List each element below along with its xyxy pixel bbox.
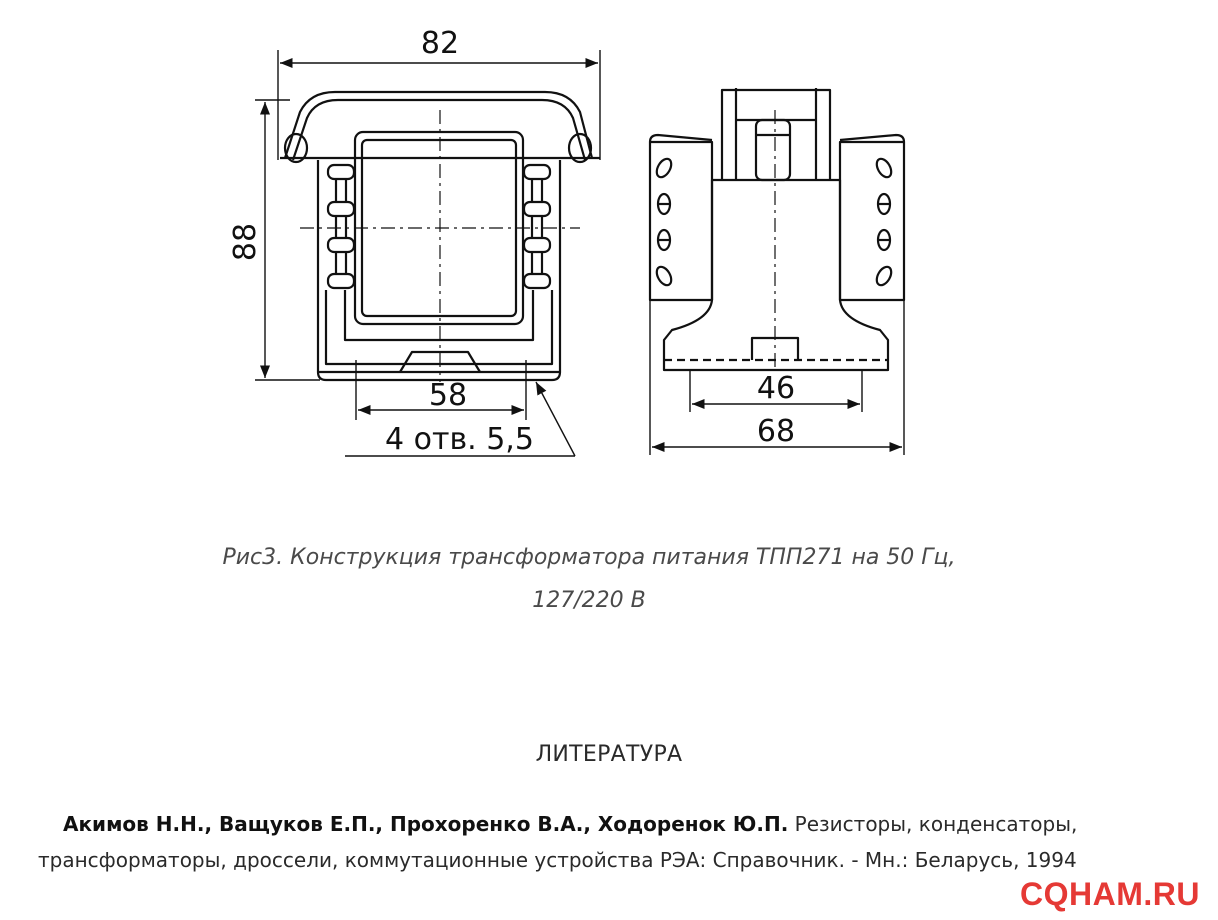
left-terminals xyxy=(328,165,354,288)
dim-mount-spacing-side: 46 xyxy=(756,371,796,406)
dim-holes: 4 отв. 5,5 xyxy=(385,422,534,457)
reference-title-part1: Резисторы, конденсаторы, xyxy=(794,812,1078,836)
right-terminals xyxy=(524,165,550,288)
literature-reference xyxy=(38,806,1188,878)
side-right-terminals xyxy=(874,156,894,287)
side-stud xyxy=(756,120,790,180)
reference-title-part2: трансформаторы, дроссели, коммутационные устройства РЭА: Справочник. - Мн.: Беларусь, 1994 xyxy=(38,848,1077,872)
reference-authors: Акимов Н.Н., Ващуков Е.П., Прохоренко В.А., Ходоренок Ю.П. xyxy=(63,812,789,836)
literature-heading: ЛИТЕРАТУРА xyxy=(535,742,683,767)
side-view xyxy=(650,88,904,372)
figure-caption-line2: 127/220 В xyxy=(532,588,646,613)
dim-height: 88 xyxy=(228,222,263,262)
side-left-terminals xyxy=(654,156,674,287)
dim-width-top: 82 xyxy=(420,26,460,61)
site-watermark: CQHAM.RU xyxy=(1020,876,1200,912)
front-dimensions xyxy=(255,50,600,456)
dim-mount-spacing-front: 58 xyxy=(428,378,468,413)
figure-caption-line1: Рис3. Конструкция трансформатора питания ТПП271 на 50 Гц, xyxy=(222,545,956,570)
dim-width-side: 68 xyxy=(756,414,796,449)
front-view xyxy=(280,92,600,382)
